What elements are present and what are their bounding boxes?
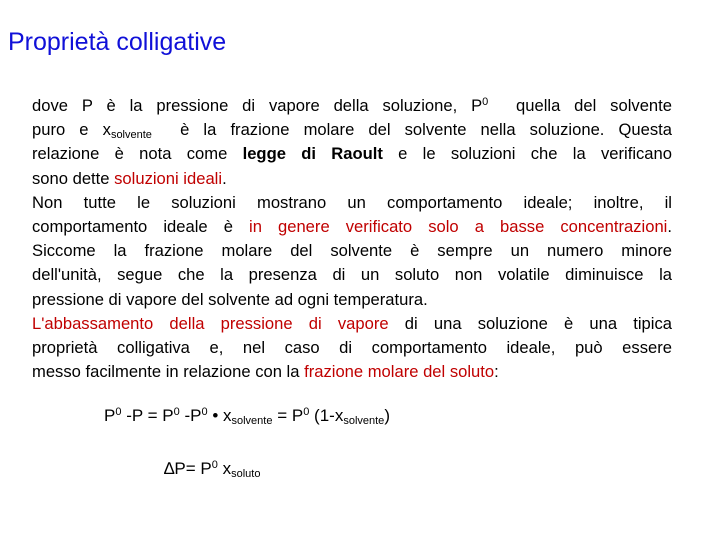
text-line-7: Siccome la frazione molare del solvente è sempre un numero minore [32,241,672,261]
text-segment: . [667,217,672,237]
eq-text: • x [207,406,232,425]
text-segment: sono dette [32,168,115,188]
eq-text: = P [272,406,304,425]
eq-sub: solvente [231,415,273,427]
eq-text: x [217,459,232,478]
text-segment: messo facilmente in relazione con la [32,362,305,382]
body-paragraph [32,94,672,384]
equation-delta-p [164,459,260,479]
text-line-12 [32,360,672,384]
text-segment: dove P è la pressione di vapore della soluzione, P [32,96,483,115]
eq-sup: 0 [303,406,310,418]
text-line-3 [32,142,672,166]
eq-sup: 0 [115,406,122,418]
text-line-2 [32,118,672,142]
eq-sup: 0 [173,406,180,418]
equation-raoult-lowering [104,406,390,426]
text-segment: quella del solvente [488,96,672,115]
text-segment: di una soluzione è una tipica [388,313,673,333]
eq-sub: soluto [231,468,261,480]
bold-term: legge di Raoult [242,144,383,164]
eq-sup: 0 [211,459,218,471]
eq-text: P [104,406,116,425]
text-line-8: dell'unità, segue che la presenza di un soluto non volatile diminuisce la [32,265,672,285]
subscript: solvente [110,129,152,142]
eq-text: ) [384,406,390,425]
text-line-5: Non tutte le soluzioni mostrano un comportamento ideale; inoltre, il [32,192,672,212]
text-segment: è la frazione molare del solvente nella soluzione. Questa [151,120,672,140]
text-line-10 [32,312,672,336]
text-segment: . [222,168,227,188]
text-segment: : [494,362,499,382]
eq-text: -P [179,406,202,425]
highlighted-term: frazione molare del soluto [304,362,495,382]
text-line-11: proprietà colligativa e, nel caso di comportamento ideale, può essere [32,338,672,358]
eq-sub: solvente [343,415,385,427]
eq-text: ∆P= P [164,459,212,478]
eq-sup: 0 [201,406,208,418]
text-line-4 [32,167,672,191]
text-segment: puro e x [32,120,111,140]
page-title: Proprietà colligative [8,28,227,56]
text-segment: e le soluzioni che la verificano [382,144,672,164]
superscript: 0 [482,96,489,108]
text-line-9: pressione di vapore del solvente ad ogni temperatura. [32,289,428,309]
highlighted-term: in genere verificato solo a basse concentrazioni [249,217,668,237]
text-line-1 [32,94,672,118]
text-segment: comportamento ideale è [32,217,250,237]
text-segment: relazione è nota come [32,144,243,164]
eq-text: (1-x [309,406,344,425]
eq-text: -P = P [121,406,174,425]
highlighted-term: L'abbassamento della pressione di vapore [32,313,389,333]
text-line-6 [32,215,672,239]
highlighted-term: soluzioni ideali [114,168,223,188]
